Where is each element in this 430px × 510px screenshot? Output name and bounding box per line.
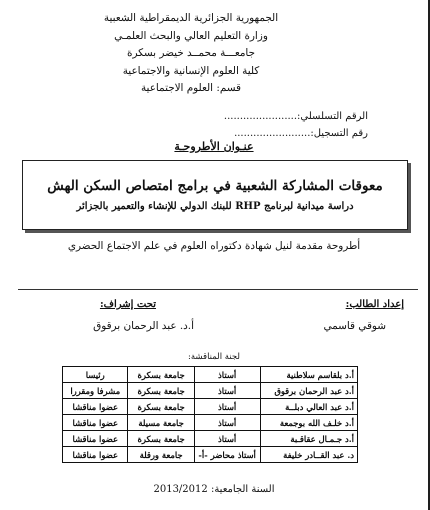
serial-numbers bbox=[224, 108, 368, 142]
member-name: أ.د عبد العالي دبلــة bbox=[260, 399, 357, 415]
member-rank: أستاذ bbox=[194, 415, 260, 431]
member-role: عضوا مناقشا bbox=[63, 431, 128, 447]
thesis-title-box bbox=[22, 160, 408, 230]
member-rank: أستاذ محاضر -أ- bbox=[194, 447, 260, 463]
member-university: جامعة بسكرة bbox=[128, 367, 194, 383]
supervisor-label: تحت إشراف: bbox=[99, 299, 156, 310]
header-line-republic: الجمهورية الجزائرية الديمقراطية الشعبية bbox=[103, 12, 279, 24]
member-university: جامعة بسكرة bbox=[128, 399, 194, 415]
thesis-title: معوقات المشاركة الشعبية في برامج امتصاص السكن الهش bbox=[47, 178, 383, 194]
committee-title: لجنة المناقشة: bbox=[188, 352, 240, 362]
member-university: جامعة ورقلة bbox=[128, 447, 194, 463]
thesis-title-label bbox=[0, 140, 428, 153]
member-rank: أستاذ bbox=[194, 431, 260, 447]
member-rank: أستاذ bbox=[194, 367, 260, 383]
academic-year: السنة الجامعية: 2013/2012 bbox=[153, 484, 275, 495]
table-row bbox=[63, 431, 358, 447]
table-row bbox=[63, 383, 358, 399]
member-university: جامعة مسيلة bbox=[128, 415, 194, 431]
member-name: د. عبد القــادر خليفة bbox=[260, 447, 357, 463]
table-row bbox=[63, 415, 358, 431]
table-row bbox=[63, 399, 358, 415]
member-role: عضوا مناقشا bbox=[63, 447, 128, 463]
student-name: شوقي قاسمي bbox=[323, 320, 386, 332]
header-line-department: قسم: العلوم الاجتماعية bbox=[140, 82, 241, 95]
institution-header bbox=[96, 10, 286, 98]
header-line-university: جامعـــة محمــد خيضر بسكرة bbox=[127, 47, 255, 60]
serial-number: الرقم التسلسلي:....................... bbox=[223, 111, 368, 122]
member-name: أ.د بلقاسم سلاطنية bbox=[260, 367, 357, 383]
thesis-description: أطروحة مقدمة لنيل شهادة دكتوراه العلوم في علم الاجتماع الحضري bbox=[67, 240, 361, 252]
member-role: عضوا مناقشا bbox=[63, 399, 128, 415]
thesis-title-label-text: عنـوان الأطروحـة bbox=[174, 140, 254, 153]
member-university: جامعة بسكرة bbox=[128, 431, 194, 447]
member-name: أ.د جـمـال عقاقـبة bbox=[260, 431, 357, 447]
table-row bbox=[63, 367, 358, 383]
member-role: مشرفا ومقررا bbox=[63, 383, 128, 399]
registration-number: رقم التسجيل:........................ bbox=[234, 128, 368, 139]
member-name: أ.د خلـف الله بوجمعة bbox=[260, 415, 357, 431]
header-line-faculty: كلية العلوم الإنسانية والاجتماعية bbox=[122, 64, 260, 77]
member-name: أ.د عبد الرحمان برقوق bbox=[260, 383, 357, 399]
member-university: جامعة بسكرة bbox=[128, 383, 194, 399]
student-label: إعداد الطالب: bbox=[345, 299, 404, 310]
table-row bbox=[63, 447, 358, 463]
member-role: رئيسا bbox=[63, 367, 128, 383]
header-line-ministry: وزارة التعليم العالي والبحث العلمـي bbox=[114, 29, 268, 42]
member-rank: أستاذ bbox=[194, 383, 260, 399]
divider bbox=[18, 289, 418, 290]
supervisor-name: أ.د. عبد الرحمان برقوق bbox=[93, 320, 194, 332]
member-rank: أستاذ bbox=[194, 399, 260, 415]
member-role: عضوا مناقشا bbox=[63, 415, 128, 431]
thesis-subtitle: دراسة ميدانية لبرنامج RHP للبنك الدولي للإنشاء والتعمير بالجزائر bbox=[76, 201, 354, 212]
committee-table bbox=[62, 366, 358, 463]
